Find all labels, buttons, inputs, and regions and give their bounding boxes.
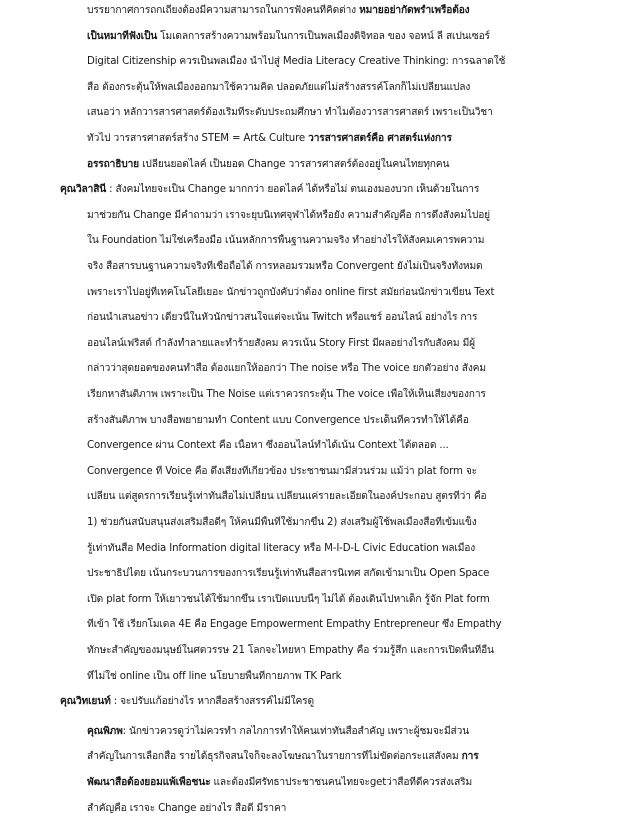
intro-text: เสนอว่า หลักวารสารศาสตร์ต้องเริ่มที่ระดับประถมศึกษา ทำไมต้องวารสารศาสตร์ เพราะเป็นวิชา [87,107,493,119]
wilasinee-text: จริง สื่อสารบนฐานความจริงที่เชื่อถือได้ การหลอมรวมหรือ Convergent ยังไม่เป็นจริงทั้งหมด [87,261,483,272]
intro-paragraph-line [87,55,610,69]
piphop-text: สำคัญในการเลือกสื่อ รายได้ธุรกิจสนใจก็จะลงโฆษณาในรายการที่ไม่ขัดต่อกระแสสังคม [87,751,462,763]
wilasinee-text: ทักษะสำคัญของมนุษย์ในศตวรรษ 21 โลกจะไหยหา Empathy คือ ร่วมรู้สึก และการเปิดพื้นที่อื่น [87,645,494,656]
wilasinee-text: ที่เข้า ใช้ เรียกโมเดล 4E คือ Engage Empowerment Empathy Entrepreneur ซึ่ง Empathy [87,619,502,631]
speaker-text: : จะปรับแก้อย่างไร หากสื่อสร้างสรรค์ไม่มีใครดู [110,696,314,708]
speaker-line-witthayen [60,695,610,709]
wilasinee-paragraph-line [87,234,610,248]
piphop-paragraph-line [87,725,610,739]
wilasinee-text: 1) ช่วยกันสนับสนุนส่งเสริมสื่อดีๆ ให้คนมีพื้นที่ใช้มากขึ้น 2) ส่งเสริมผู้ใช้พลเมืองสื่อที่เข้มแข็ง [87,517,477,528]
wilasinee-text: เปลี่ยน แต่สูตรการเรียนรู้เท่าทันสื่อไม่เปลี่ยน เปลี่ยนแค่รายละเอียดในองค์ประกอบ สูตรที่ว่า คือ [87,491,487,503]
intro-text: เปลี่ยนยอดไลค์ เป็นยอด Change วารสารศาสตร์ต้องอยู่ในคนไทยทุกคน [138,158,450,170]
piphop-paragraph-line [87,776,610,790]
piphop-text: : นักข่าวควรดูว่าไม่ควรทำ กลไกการทำให้คนเท่าทันสื่อสำคัญ เพราะผู้ชมจะมีส่วน [122,725,470,737]
wilasinee-paragraph-line [87,593,610,607]
wilasinee-text: มาช่วยกัน Change มีคำถามว่า เราจะยุบนิเทศจุฬาได้หรือยัง ความสำคัญคือ การดึงสังคมไปอยู่ [87,209,490,221]
piphop-emphasis: คุณพิภพ [87,725,123,737]
wilasinee-text: Convergence ผ่าน Context คือ เนื้อหา ซึ่งออนไลน์ทำได้เน้น Context ได้ตลอด ... [87,440,449,452]
wilasinee-text: ก่อนนำเสนอข่าว เดี๋ยวนี้ในหัวนักข่าวสนใจแต่จะเน้น Twitch หรือแชร์ ออนไลน์ อย่างไร การ [87,312,478,324]
piphop-emphasis: การ [461,751,479,763]
wilasinee-paragraph-line [87,644,610,658]
piphop-paragraph-line [87,750,610,764]
piphop-emphasis: พัฒนาสื่อต้องยอมแพ้เพื่อชนะ [87,777,211,788]
intro-paragraph-line [87,30,610,44]
wilasinee-paragraph-line [87,618,610,632]
wilasinee-text: รู้เท่าทันสื่อ Media Information digital literacy หรือ M-I-D-L Civic Education พลเมือง [87,542,476,554]
speaker-name-wilasinee: คุณวิลาสินี [60,184,107,196]
speaker-text: : สังคมไทยจะเป็น Change มากกว่า ยอดไลค์ ได้หรือไม่ ตนเองมองบวก เห็นด้วยในการ [106,184,480,196]
speaker-line-wilasinee [60,183,610,197]
speaker-name-witthayen: คุณวิทเยนท์ [60,696,111,708]
wilasinee-paragraph-line [87,311,610,325]
wilasinee-text: เรียกหาสันติภาพ เพราะเป็น The Noise แต่เราควรกระตุ้น The voice เพื่อให้เห็นเสียงของการ [87,389,486,400]
intro-text: ทั่วไป วารสารศาสตร์สร้าง STEM = Art& Culture [87,133,309,144]
wilasinee-text: Convergence ที่ Voice คือ ดึงเสียงที่เกี่ยวข้อง ประชาชนมามีส่วนร่วม แม้ว่า plat form จะ [87,465,477,477]
wilasinee-paragraph-line [87,362,610,376]
wilasinee-text: เพราะเราไปอยู่ที่เทคโนโลยีเยอะ นักข่าวถูกบังคับว่าต้อง online first สมัยก่อนนักข่าวเขียน Text [87,286,495,298]
wilasinee-paragraph-line [87,490,610,504]
intro-text: บรรยากาศการถกเถียงต้องมีความสามารถในการฟังคนที่คิดต่าง [87,5,360,16]
intro-text: โมเดลการสร้างความพร้อมในการเป็นพลเมืองดิจิทอล ของ จอหน์ ลี สเปนเซอร์ [157,30,490,42]
wilasinee-text: สร้างสันติภาพ บางสื่อพยายามทำ Content แบบ Convergence ประเด็นที่ควรทำให้ได้คือ [87,414,469,426]
wilasinee-paragraph-line [87,516,610,530]
wilasinee-paragraph-line [87,337,610,351]
wilasinee-paragraph-line [87,414,610,428]
piphop-paragraph-line [87,802,610,816]
intro-emphasis: วารสารศาสตร์คือ ศาสตร์แห่งการ [308,133,452,144]
piphop-text: สำคัญคือ เราจะ Change อย่างไร สื่อดี มีราคา [87,802,287,814]
intro-text: Digital Citizenship ควรเป็นพลเมือง นำไปสู่ Media Literacy Creative Thinking: การฉลาดใช้ [87,56,506,68]
intro-emphasis: เป็นหมาที่ฟังเป็น [87,30,158,42]
wilasinee-text: ออนไลน์เฟริสต์ กำลังทำลายและทำร้ายสังคม ควรเน้น Story First มีผลอย่างไรกับสังคม มีผู้ [87,337,475,349]
wilasinee-paragraph-line [87,465,610,479]
wilasinee-paragraph-line [87,439,610,453]
wilasinee-paragraph-line [87,670,610,684]
intro-emphasis: อรรถาธิบาย [87,158,139,170]
intro-paragraph-line [87,132,610,146]
wilasinee-paragraph-line [87,209,610,223]
piphop-text: และต้องมีศรัทธาประชาชนคนไทยจะgetว่าสื่อที่ดีควรส่งเสริม [210,777,473,788]
intro-paragraph-line [87,106,610,120]
wilasinee-text: เปิด plat form ให้เยาวชนได้ใช้มากขึ้น เราเปิดแบบนี้ๆ ไม่ได้ ต้องเดินไปหาเด็ก รู้จัก Plat form [87,593,490,605]
wilasinee-text: ที่ไม่ใช่ online เป็น off line นโยบายพื้นที่กายภาพ TK Park [87,670,342,682]
intro-paragraph-line [87,158,610,172]
wilasinee-paragraph-line [87,567,610,581]
intro-text: สื่อ ต้องกระตุ้นให้พลเมืองออกมาใช้ความคิด ปลอดภัยแต่ไม่สร้างสรรค์โลกก็ไม่เปลี่ยนแปลง [87,81,471,93]
intro-paragraph-line [87,81,610,95]
wilasinee-paragraph-line [87,542,610,556]
wilasinee-text: ใน Foundation ไม่ใช่เครื่องมือ เน้นหลักการพื้นฐานความจริง ทำอย่างไรให้สังคมเคารพความ [87,235,485,247]
wilasinee-paragraph-line [87,388,610,402]
wilasinee-paragraph-line [87,260,610,274]
wilasinee-text: ประชาธิปไตย เน้นกระบวนการของการเรียนรู้เท่าทันสื่อสารนิเทศ สกัดเข้ามาเป็น Open Space [87,568,490,580]
intro-emphasis: หมายอย่ากัดพร่ำเพรื่อต้อง [359,5,470,16]
intro-paragraph-line [87,4,610,18]
wilasinee-text: กล่าวว่าสุดยอดของคนทำสื่อ ต้องแยกให้ออกว่า The noise หรือ The voice ยกตัวอย่าง สังคม [87,363,486,375]
wilasinee-paragraph-line [87,286,610,300]
